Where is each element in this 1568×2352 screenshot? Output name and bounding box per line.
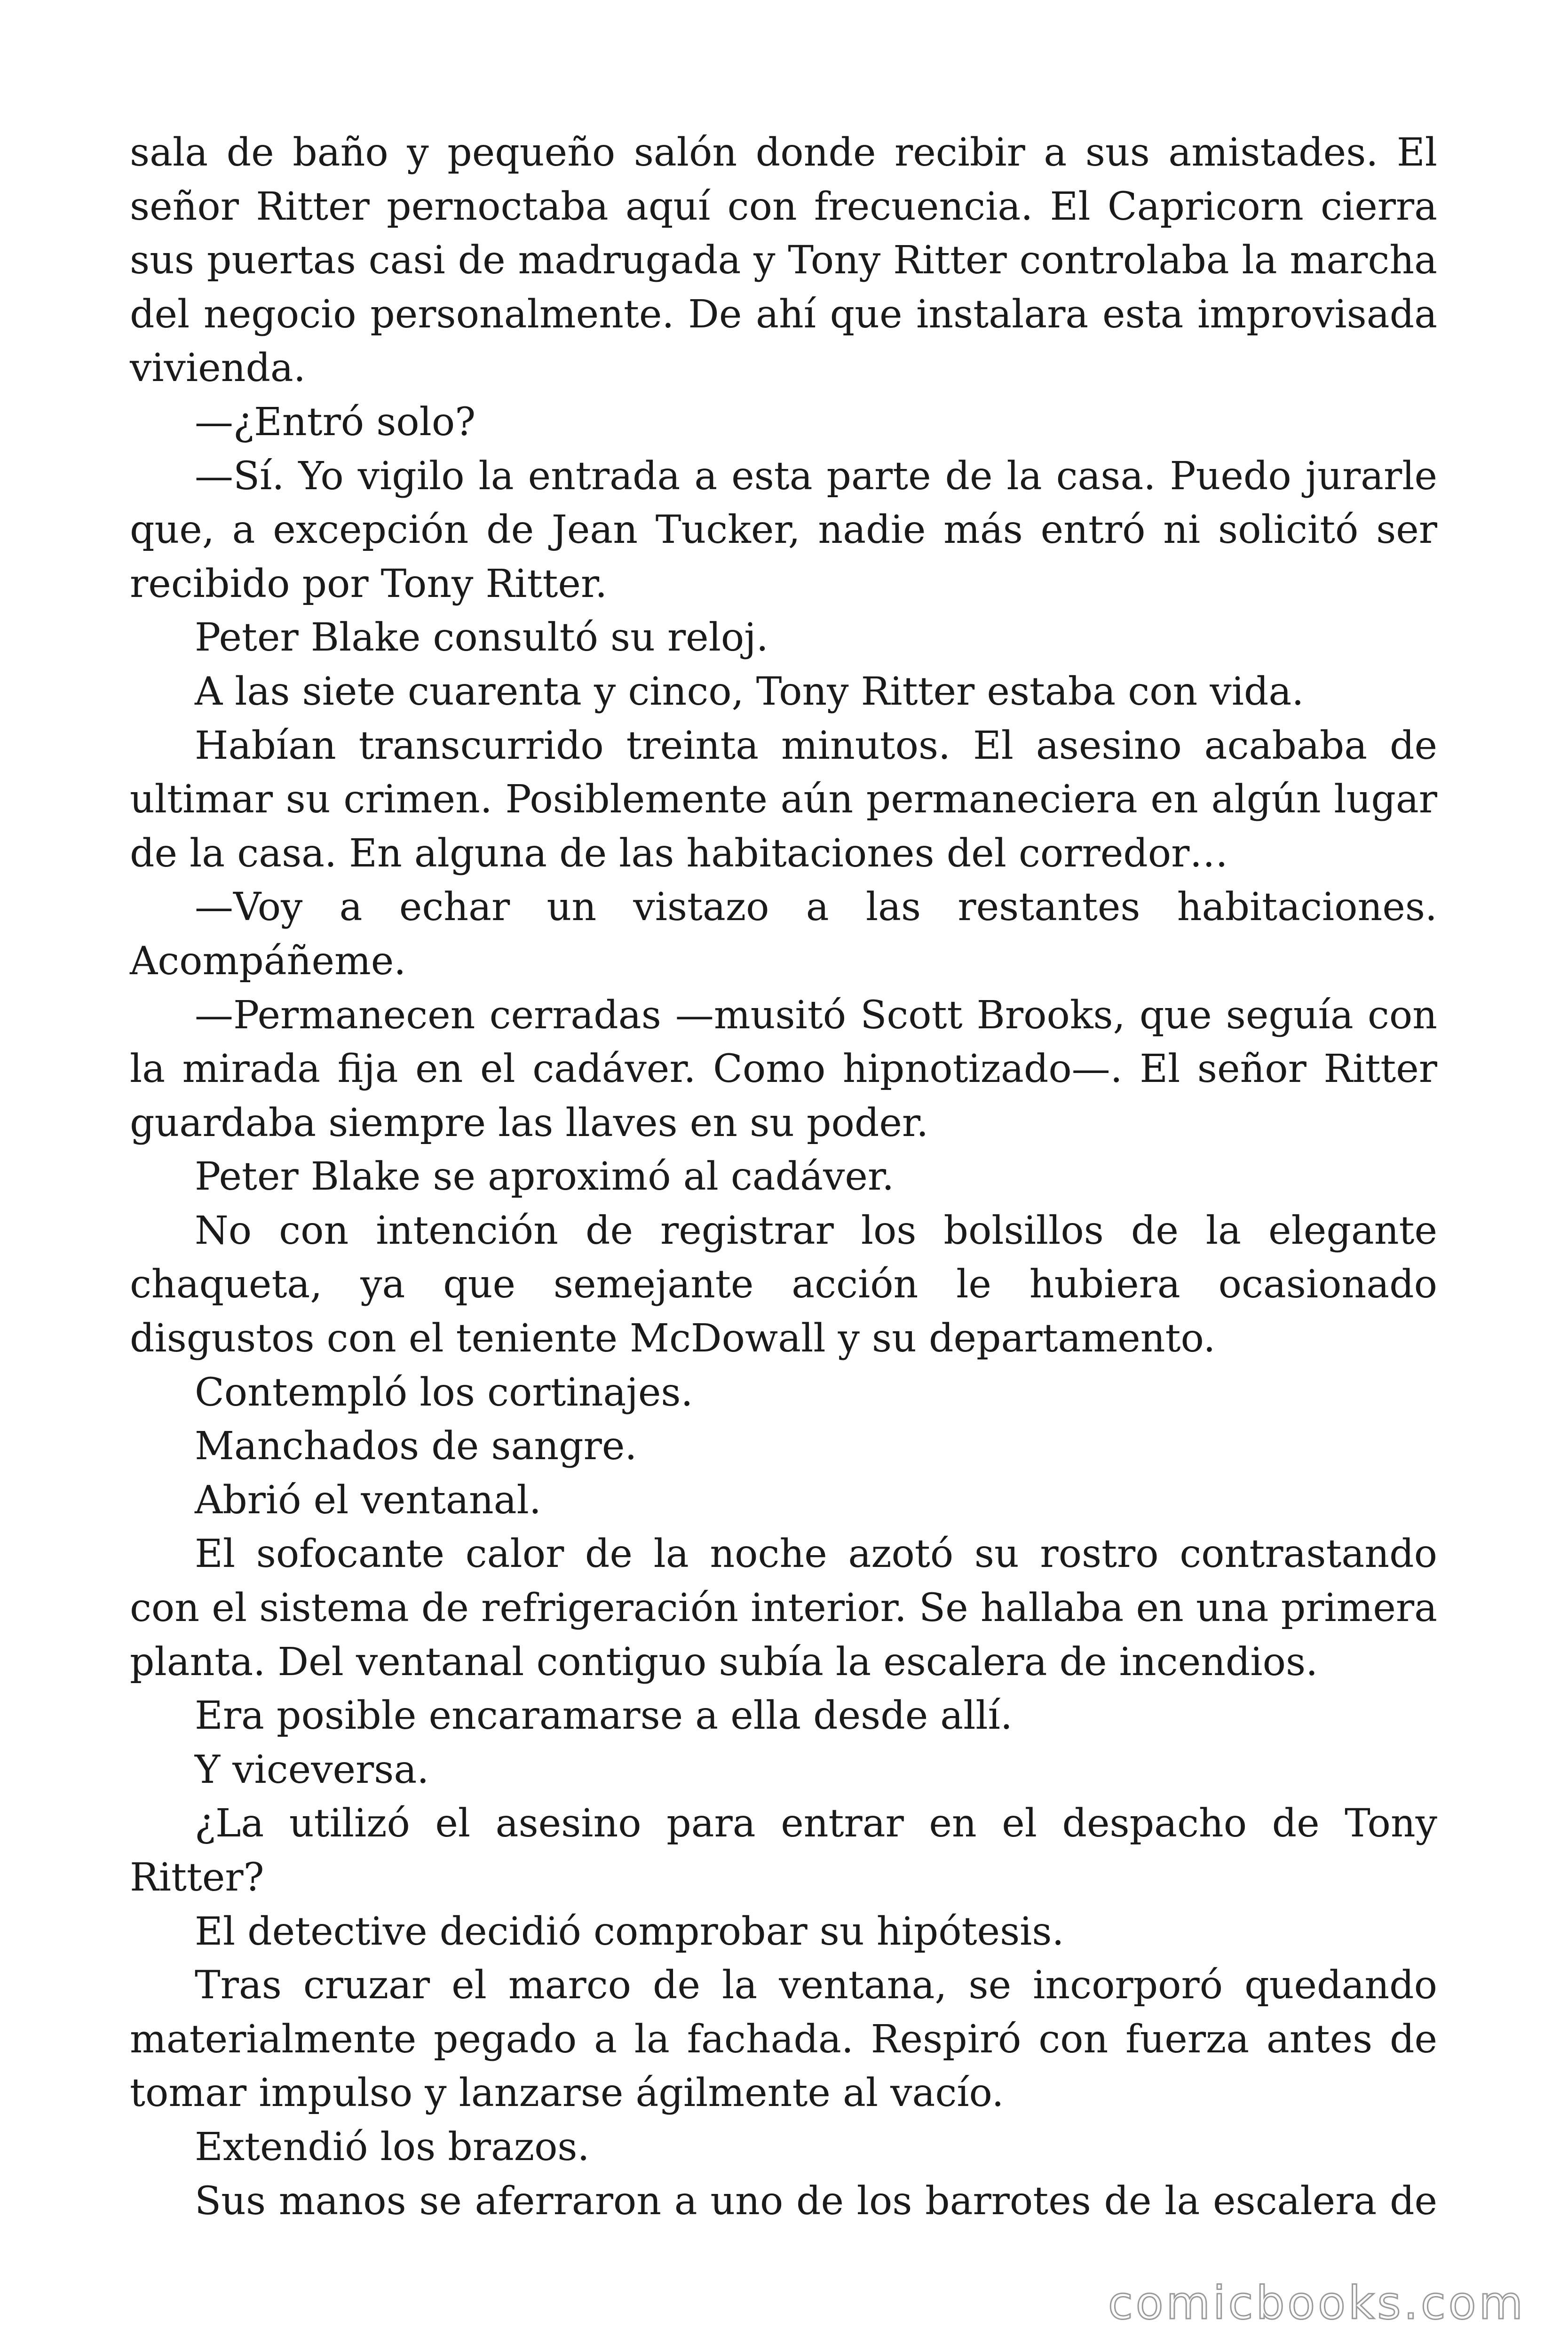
paragraph-16: Y viceversa. — [195, 1747, 429, 1792]
paragraph-14: El sofocante calor de la noche azotó su rostro contrastando con el sistema de refrigeración interior. Se hallaba en una primera planta. Del ventanal contiguo subía la escalera de incendios. — [130, 1532, 1437, 1685]
paragraph-20: Extendió los brazos. — [195, 2124, 590, 2169]
paragraph-5: A las siete cuarenta y cinco, Tony Ritter estaba con vida. — [195, 669, 1304, 714]
paragraph-4: Peter Blake consultó su reloj. — [195, 615, 768, 660]
paragraph-19: Tras cruzar el marco de la ventana, se incorporó quedando materialmente pegado a la fachada. Respiró con fuerza antes de tomar impulso y lanzarse ágilmente al vacío. — [130, 1963, 1437, 2116]
paragraph-3: —Sí. Yo vigilo la entrada a esta parte de la casa. Puedo jurarle que, a excepción de Jean Tucker, nadie más entró ni solicitó ser recibido por Tony Ritter. — [130, 453, 1437, 606]
page-text-body — [130, 126, 1437, 2228]
paragraph-7: —Voy a echar un vistazo a las restantes habitaciones. Acompáñeme. — [130, 885, 1437, 984]
paragraph-10: No con intención de registrar los bolsillos de la elegante chaqueta, ya que semejante acción le hubiera ocasionado disgustos con el teniente McDowall y su departamento. — [130, 1208, 1437, 1361]
paragraph-1: sala de baño y pequeño salón donde recibir a sus amistades. El señor Ritter pernoctaba aquí con frecuencia. El Capricorn cierra sus puertas casi de madrugada y Tony Ritter controlaba la marcha del negocio personalmente. De ahí que instalara esta improvisada vivienda. — [130, 130, 1437, 391]
paragraph-6: Habían transcurrido treinta minutos. El asesino acababa de ultimar su crimen. Posiblemente aún permaneciera en algún lugar de la casa. En alguna de las habitaciones del corredor… — [130, 723, 1437, 876]
watermark: comicbooks.com — [1108, 2277, 1526, 2329]
paragraph-2: —¿Entró solo? — [195, 399, 476, 445]
paragraph-12: Manchados de sangre. — [195, 1424, 637, 1469]
paragraph-11: Contempló los cortinajes. — [195, 1370, 693, 1415]
paragraph-17: ¿La utilizó el asesino para entrar en el despacho de Tony Ritter? — [130, 1801, 1437, 1900]
paragraph-18: El detective decidió comprobar su hipótesis. — [195, 1909, 1064, 1954]
paragraph-21: Sus manos se aferraron a uno de los barrotes de la escalera de — [195, 2178, 1437, 2224]
paragraph-8: —Permanecen cerradas —musitó Scott Brooks, que seguía con la mirada fija en el cadáver. Como hipnotizado—. El señor Ritter guardaba siempre las llaves en su poder. — [130, 993, 1437, 1145]
paragraph-9: Peter Blake se aproximó al cadáver. — [195, 1154, 895, 1200]
paragraph-15: Era posible encaramarse a ella desde allí. — [195, 1693, 1013, 1739]
paragraph-13: Abrió el ventanal. — [195, 1478, 541, 1523]
